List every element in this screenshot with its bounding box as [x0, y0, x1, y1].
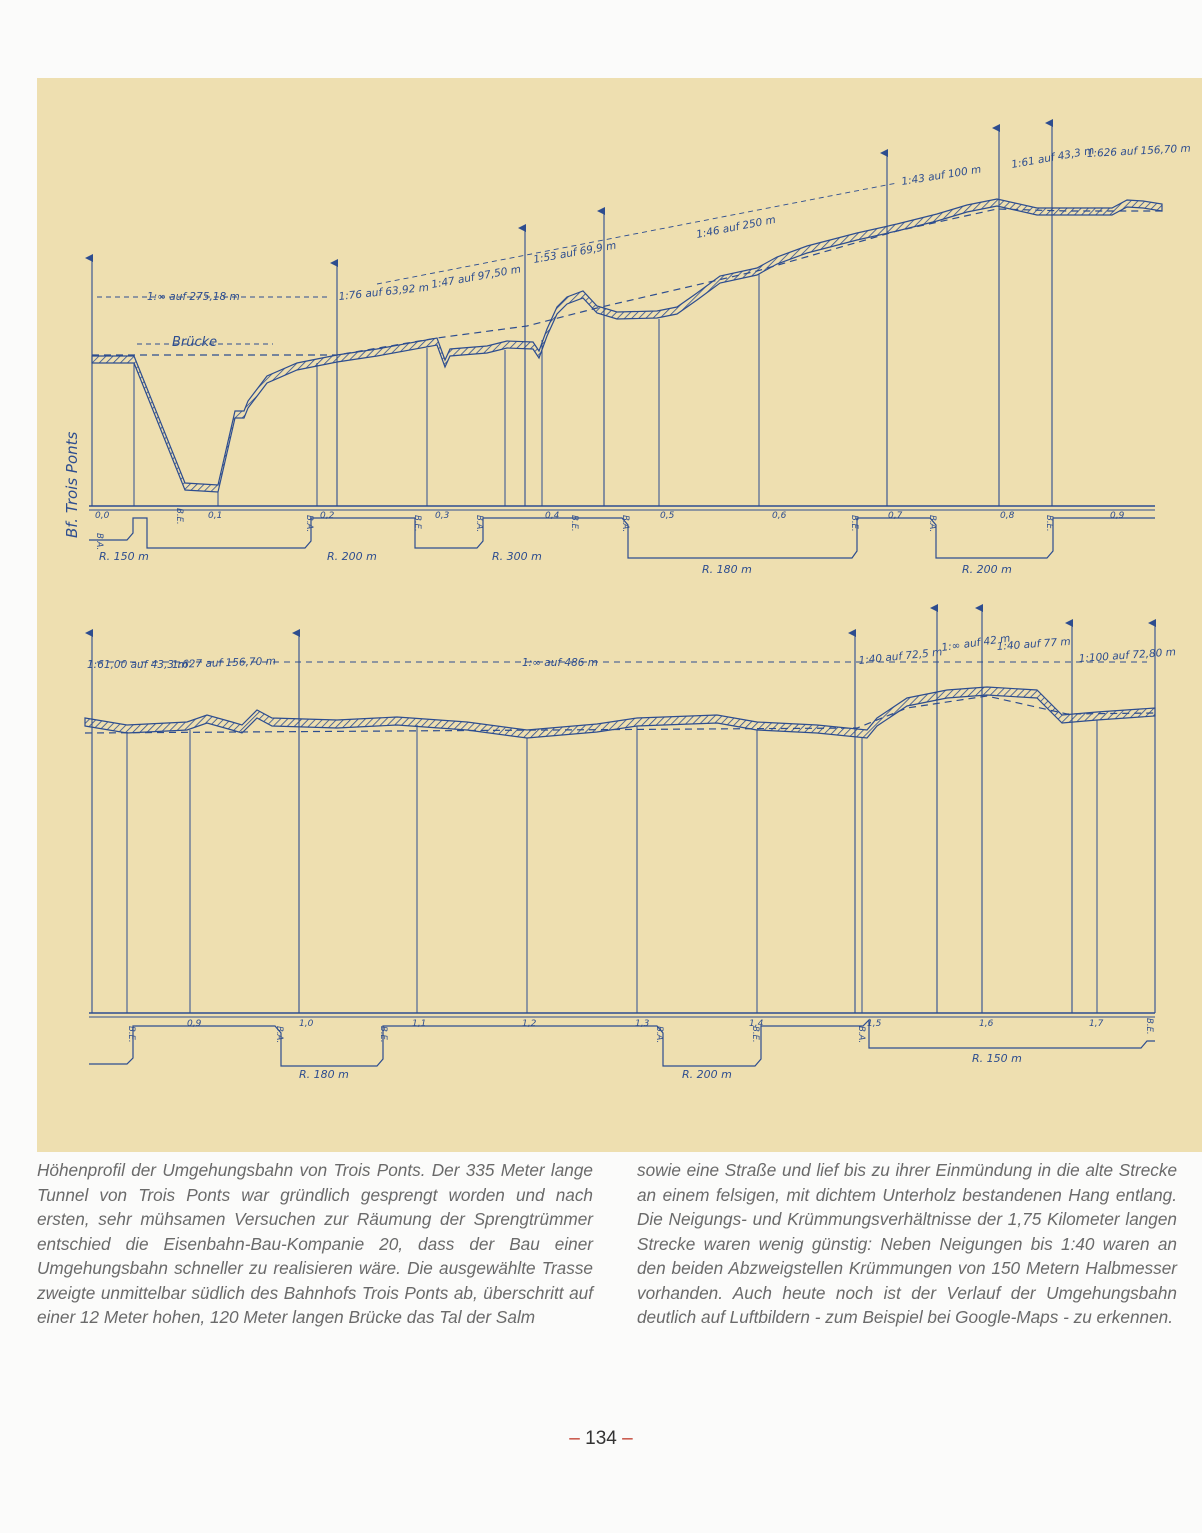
top-km-mark: 0,0 — [95, 511, 110, 521]
profile-drawing — [37, 78, 1202, 1152]
top-radius-label: R. 300 m — [492, 550, 542, 563]
top-curve-mark: B.E. — [1044, 515, 1054, 532]
top-curve-mark: B.E. — [174, 508, 184, 525]
bottom-curve-mark: B.E. — [1144, 1018, 1154, 1035]
bottom-ground-profile — [85, 687, 1155, 738]
top-grade-line — [92, 209, 1162, 355]
caption-left-column — [37, 1158, 593, 1330]
bottom-curve-mark: B.E. — [126, 1026, 136, 1043]
top-km-mark: 0,9 — [1110, 511, 1125, 521]
station-label: Bf. Trois Ponts — [63, 431, 81, 538]
top-gradient-leader — [377, 183, 897, 284]
bottom-curve-mark: B.A. — [654, 1026, 664, 1044]
bottom-gradient-label: 1:∞ auf 42 m — [940, 632, 1012, 654]
top-km-mark: 0,4 — [545, 511, 560, 521]
bottom-km-mark: 1,6 — [979, 1019, 994, 1029]
top-ground-profile — [92, 199, 1162, 492]
top-gradient-label: 1:61 auf 43,3 m — [1010, 144, 1096, 171]
bottom-gradient-label: 1:627 auf 156,70 m — [171, 655, 277, 671]
bottom-km-mark: 1,2 — [522, 1019, 537, 1029]
bottom-curve-mark: B.A. — [856, 1026, 866, 1044]
top-curve-mark: B.A. — [927, 515, 937, 533]
top-km-mark: 0,3 — [435, 511, 450, 521]
top-radius-label: R. 150 m — [99, 550, 149, 563]
bottom-radius-label: R. 200 m — [682, 1068, 732, 1081]
bottom-curve-mark: B.A. — [274, 1026, 284, 1044]
bottom-gradient-label: 1:100 auf 72,80 m — [1078, 646, 1177, 665]
caption-left-text: Höhenprofil der Umgehungsbahn von Trois Ponts. Der 335 Meter lange Tunnel von Trois Ponts war gründlich gesprengt worden und nach ersten, sehr mühsamen Versuchen zur Räumung der Sprengtrümmer entschied die Eisenbahn-Bau-Kompanie 20, dass der Bau einer Umgehungsbahn schneller zu realisieren wäre. Die ausgewählte Trasse zweigte unmittelbar südlich des Bahnhofs Trois Ponts ab, überschritt auf einer 12 Meter hohen, 120 Meter langen Brücke das Tal der Salm — [37, 1160, 593, 1327]
top-gradient-label: 1:626 auf 156,70 m — [1086, 142, 1192, 160]
top-km-mark: 0,5 — [660, 511, 675, 521]
top-km-mark: 0,7 — [888, 511, 903, 521]
bottom-km-mark: 1,5 — [867, 1019, 882, 1029]
bottom-km-mark: 1,7 — [1089, 1019, 1104, 1029]
top-gradient-label: 1:43 auf 100 m — [900, 163, 983, 188]
top-km-mark: 0,2 — [320, 511, 335, 521]
bridge-label: Brücke — [172, 335, 218, 350]
top-curve-mark: B.A. — [304, 515, 314, 533]
top-km-mark: 0,1 — [208, 511, 223, 521]
top-radius-label: R. 180 m — [702, 563, 752, 576]
bottom-km-mark: 1,3 — [635, 1019, 650, 1029]
bottom-gradient-label: 1:40 auf 72,5 m — [858, 646, 943, 667]
top-curve-mark: B.E. — [849, 515, 859, 532]
page-number-value: 134 — [585, 1428, 617, 1449]
top-radius-label: R. 200 m — [962, 563, 1012, 576]
bottom-radius-label: R. 180 m — [299, 1068, 349, 1081]
caption-right-column — [637, 1158, 1177, 1330]
top-gradient-label: 1:53 auf 69,9 m — [532, 239, 618, 266]
bottom-km-mark: 1,4 — [749, 1019, 764, 1029]
profile-drawing-svg — [37, 78, 1202, 1152]
top-curve-mark: B.A. — [94, 533, 104, 551]
bottom-radius-label: R. 150 m — [972, 1052, 1022, 1065]
top-gradient-label: 1:76 auf 63,92 m — [338, 281, 430, 303]
bottom-km-mark: 1,1 — [412, 1019, 427, 1029]
top-km-mark: 0,8 — [1000, 511, 1015, 521]
top-curve-mark: B.E. — [412, 515, 422, 532]
top-km-mark: 0,6 — [772, 511, 787, 521]
top-gradient-label: 1:46 auf 250 m — [695, 213, 777, 241]
bottom-gradient-label: 1:61,00 auf 43,3 m — [87, 659, 188, 671]
top-gradient-label: 1:∞ auf 275,18 m — [147, 291, 240, 303]
bottom-curve-mark: B.E. — [378, 1026, 388, 1043]
bottom-km-mark: 0,9 — [187, 1019, 202, 1029]
bottom-gradient-label: 1:∞ auf 486 m — [522, 657, 599, 669]
top-curve-mark: B.E. — [569, 515, 579, 532]
top-curve-mark: B.A. — [620, 515, 630, 533]
top-gradient-label: 1:47 auf 97,50 m — [430, 263, 522, 291]
page-number: – 134 – — [569, 1428, 633, 1449]
top-radius-label: R. 200 m — [327, 550, 377, 563]
bottom-km-mark: 1,0 — [299, 1019, 314, 1029]
bottom-gradient-label: 1:40 auf 77 m — [996, 635, 1071, 653]
top-curve-mark: B.A. — [474, 515, 484, 533]
caption-right-text: sowie eine Straße und lief bis zu ihrer Einmündung in die alte Strecke an einem felsigen, mit dichtem Unterholz bestandenen Hang entlang. Die Neigungs- und Krümmungsverhältnisse der 1,75 Kilometer langen Strecke waren wenig günstig: Neben Neigungen bis 1:40 waren an den beiden Abzweigstellen Krümmungen von 150 Metern Halbmesser vorhanden. Auch heute noch ist der Verlauf der Umgehungsbahn deutlich auf Luftbildern - zum Beispiel bei Google-Maps - zu erkennen. — [637, 1160, 1177, 1327]
bottom-curve-mark: B.E. — [750, 1026, 760, 1043]
